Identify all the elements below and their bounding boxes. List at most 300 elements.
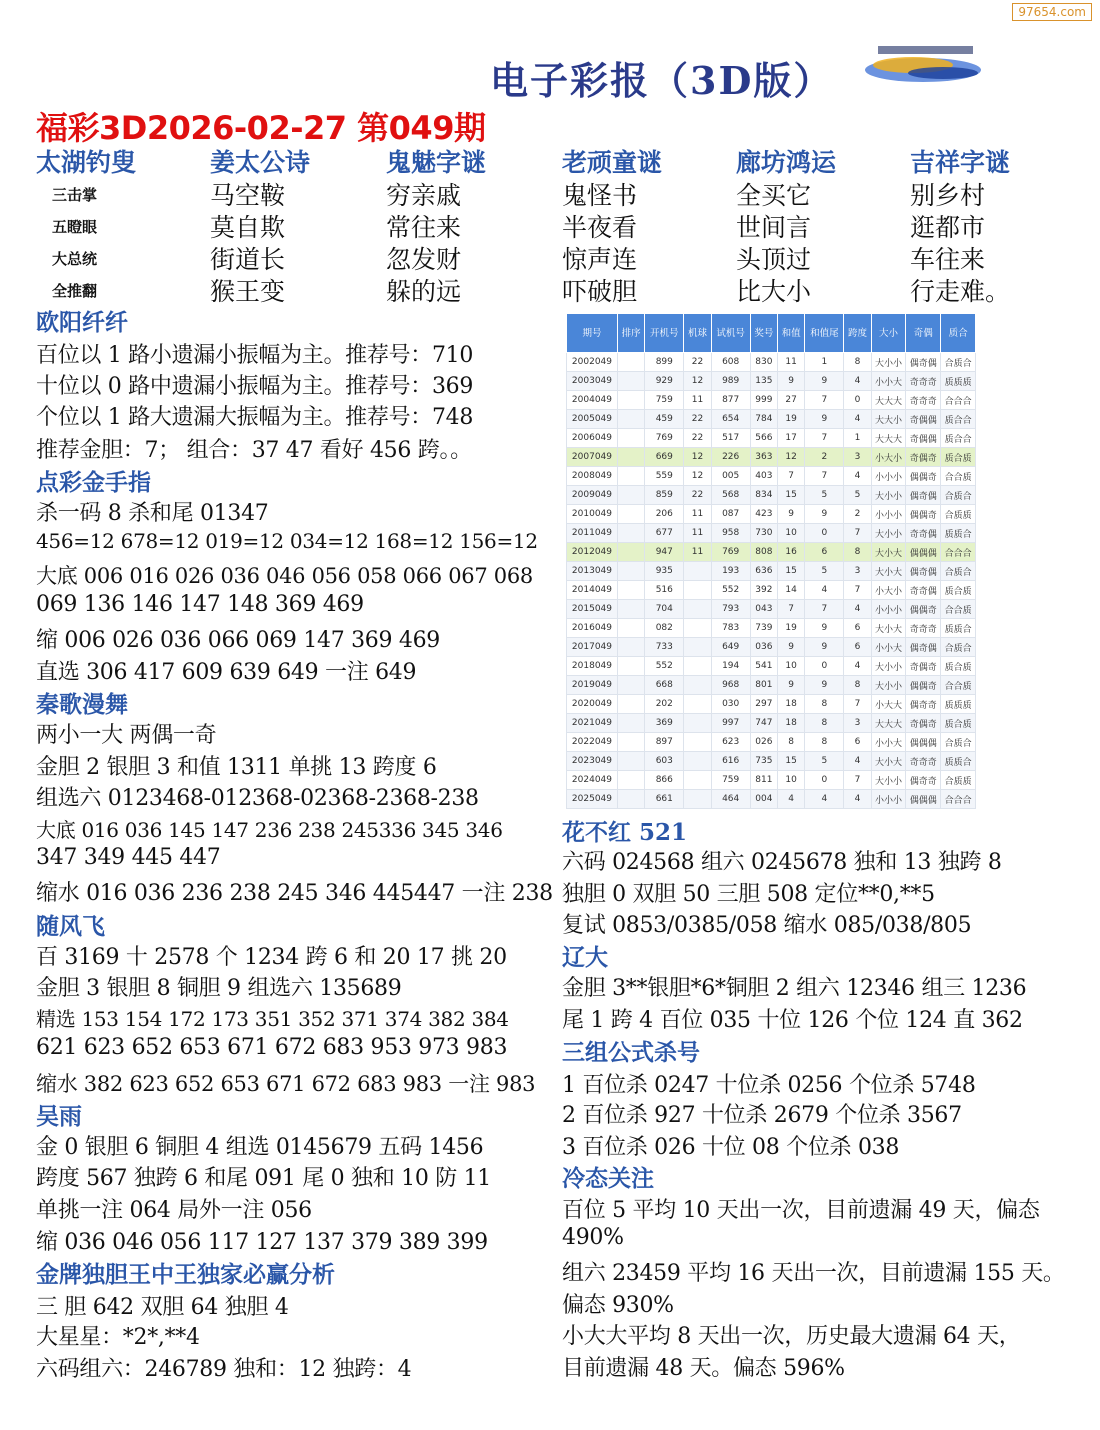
section-title: 欧阳纤纤 [36,309,128,336]
table-cell [617,353,644,372]
table-cell: 大大大 [871,714,906,733]
table-cell: 4 [844,657,871,676]
table-cell [617,790,644,809]
table-cell: 合合合 [941,790,976,809]
table-cell: 2022049 [567,733,618,752]
table-cell: 质质合 [941,752,976,771]
table-cell [684,676,711,695]
table-cell: 9 [805,619,844,638]
table-cell: 4 [844,600,871,619]
table-cell: 704 [645,600,684,619]
table-cell: 552 [645,657,684,676]
table-cell: 奇偶奇 [906,448,941,467]
table-cell: 7 [844,581,871,600]
table-cell: 质质合 [941,619,976,638]
column-title: 吉祥字谜 [910,148,1011,177]
table-cell: 087 [711,505,750,524]
table-row [567,448,976,467]
table-cell: 2005049 [567,410,618,429]
table-cell: 合合合 [941,543,976,562]
table-cell: 2010049 [567,505,618,524]
table-cell: 质质质 [941,372,976,391]
table-cell: 合合质 [941,467,976,486]
table-cell [617,505,644,524]
section-line: 目前遗漏 48 天。偏态 596% [562,1356,845,1381]
table-cell: 8 [778,733,805,752]
riddle-column [736,146,836,308]
table-cell: 合质质 [941,505,976,524]
section-line: 大底 016 036 145 147 236 238 245336 345 346 [36,818,503,842]
table-cell: 合质合 [941,486,976,505]
table-row [567,429,976,448]
column-row: 半夜看 [562,213,638,242]
table-cell: 929 [645,372,684,391]
table-cell: 偶偶奇 [906,600,941,619]
table-cell: 769 [645,429,684,448]
table-cell: 奇奇偶 [906,524,941,543]
table-cell [684,733,711,752]
table-cell [617,524,644,543]
table-cell: 568 [711,486,750,505]
table-row [567,790,976,809]
table-cell: 4 [778,790,805,809]
table-cell: 3 [844,714,871,733]
issue-title: 福彩3D2026-02-27 第049期 [36,109,486,147]
table-cell: 偶偶偶 [906,733,941,752]
column-row: 大总统 [52,250,98,268]
table-cell: 5 [805,486,844,505]
table-cell: 616 [711,752,750,771]
table-cell: 奇奇偶 [906,581,941,600]
table-cell: 15 [778,486,805,505]
col-header: 质合 [941,314,976,353]
table-cell [617,752,644,771]
table-cell: 669 [645,448,684,467]
table-cell: 15 [778,752,805,771]
table-cell: 奇偶奇 [906,714,941,733]
table-cell: 661 [645,790,684,809]
table-cell: 623 [711,733,750,752]
table-cell: 677 [645,524,684,543]
section-line: 小大大平均 8 天出一次，历史最大遗漏 64 天， [562,1324,1021,1349]
table-cell: 8 [844,353,871,372]
section-line: 组选六 0123468-012368-02368-2368-238 [36,786,479,811]
table-cell: 大小小 [871,486,906,505]
table-cell [684,581,711,600]
table-cell: 奇奇奇 [906,391,941,410]
col-header: 机球 [684,314,711,353]
table-cell [617,695,644,714]
section-line: 1 百位杀 0247 十位杀 0256 个位杀 5748 [562,1073,976,1098]
table-cell: 奇奇奇 [906,619,941,638]
table-cell: 036 [750,638,777,657]
column-row: 惊声连 [562,245,638,274]
column-row: 车往来 [910,245,986,274]
section-line: 大底 006 016 026 036 046 056 058 066 067 068 [36,564,533,588]
column-row: 猴王变 [210,277,286,306]
table-cell: 9 [805,676,844,695]
section-line: 六码组六：246789 独和：12 独跨：4 [36,1357,412,1382]
table-cell: 5 [805,752,844,771]
section-line: 缩水 016 036 236 238 245 346 445447 一注 238 [36,881,553,906]
table-cell [684,790,711,809]
col-header: 和值尾 [805,314,844,353]
table-cell: 15 [778,562,805,581]
section-title: 点彩金手指 [36,469,151,496]
table-row [567,638,976,657]
table-cell: 2025049 [567,790,618,809]
table-cell: 12 [684,467,711,486]
col-header: 奖号 [750,314,777,353]
table-cell: 22 [684,410,711,429]
table-cell: 19 [778,410,805,429]
table-cell [684,695,711,714]
table-cell: 11 [778,353,805,372]
riddle-column [210,146,310,308]
table-cell: 649 [711,638,750,657]
table-cell [684,619,711,638]
table-cell: 9 [805,410,844,429]
column-row: 吓破胆 [562,277,638,306]
col-header[interactable]: 排序 [617,314,644,353]
table-cell: 2019049 [567,676,618,695]
table-cell: 859 [645,486,684,505]
table-row [567,410,976,429]
col-header: 开机号 [645,314,684,353]
table-cell [617,410,644,429]
table-cell: 12 [684,448,711,467]
table-cell: 偶偶偶 [906,790,941,809]
table-row [567,771,976,790]
section-line: 精选 153 154 172 173 351 352 371 374 382 384 [36,1007,509,1031]
column-row: 行走难。 [910,277,1011,306]
table-cell: 552 [711,581,750,600]
table-cell: 小大小 [871,448,906,467]
section-line: 金胆 3**银胆*6*铜胆 2 组六 12346 组三 1236 [562,976,1027,1001]
table-cell: 11 [684,524,711,543]
table-cell [617,486,644,505]
table-cell: 897 [645,733,684,752]
table-row [567,543,976,562]
section-line: 尾 1 跨 4 百位 035 十位 126 个位 124 直 362 [562,1008,1023,1033]
table-cell: 奇偶偶 [906,410,941,429]
table-cell: 7 [805,467,844,486]
table-cell [617,771,644,790]
table-cell: 3 [844,562,871,581]
column-row: 比大小 [736,277,812,306]
table-cell: 质合质 [941,657,976,676]
table-cell: 奇偶奇 [906,657,941,676]
column-title: 鬼魅字谜 [386,148,487,177]
table-cell: 9 [778,372,805,391]
table-cell: 733 [645,638,684,657]
table-cell: 大小大 [871,619,906,638]
table-cell: 935 [645,562,684,581]
table-cell: 759 [645,391,684,410]
table-row [567,657,976,676]
table-cell: 小大大 [871,695,906,714]
column-title: 姜太公诗 [210,148,311,177]
column-row: 穷亲戚 [386,181,462,210]
table-cell [617,391,644,410]
table-cell: 668 [645,676,684,695]
table-cell [617,429,644,448]
table-cell: 403 [750,467,777,486]
column-title: 老顽童谜 [562,148,663,177]
table-row [567,733,976,752]
table-row [567,752,976,771]
table-cell: 19 [778,619,805,638]
table-cell: 2014049 [567,581,618,600]
table-cell [617,638,644,657]
table-cell: 大小小 [871,524,906,543]
section-line: 金胆 3 银胆 8 铜胆 9 组选六 135689 [36,976,402,1001]
table-cell: 958 [711,524,750,543]
table-cell: 004 [750,790,777,809]
table-cell: 7 [778,467,805,486]
table-cell: 005 [711,467,750,486]
table-row [567,695,976,714]
section-line: 偏态 930% [562,1293,674,1318]
table-cell: 989 [711,372,750,391]
table-cell: 866 [645,771,684,790]
section-line: 缩 036 046 056 117 127 137 379 389 399 [36,1230,488,1255]
table-cell: 18 [778,695,805,714]
table-cell: 小小大 [871,638,906,657]
site-badge[interactable]: 97654.com [1012,3,1092,21]
section-title: 秦歌漫舞 [36,691,128,718]
table-cell: 4 [805,581,844,600]
table-cell: 4 [844,790,871,809]
table-cell: 合质合 [941,733,976,752]
table-cell: 464 [711,790,750,809]
col-header: 大小 [871,314,906,353]
table-cell [617,543,644,562]
section-line: 组六 23459 平均 16 天出一次，目前遗漏 155 天。 [562,1261,1065,1286]
table-cell: 0 [805,771,844,790]
table-cell: 2004049 [567,391,618,410]
col-header: 跨度 [844,314,871,353]
table-cell: 4 [805,790,844,809]
section-title: 辽大 [562,944,608,971]
table-cell: 030 [711,695,750,714]
table-cell: 997 [711,714,750,733]
table-cell: 2021049 [567,714,618,733]
section-line: 347 349 445 447 [36,845,221,870]
table-cell: 7 [805,600,844,619]
table-cell: 大大大 [871,429,906,448]
table-cell: 2006049 [567,429,618,448]
table-cell [617,562,644,581]
table-cell: 2017049 [567,638,618,657]
table-cell: 小小小 [871,467,906,486]
table-cell: 2011049 [567,524,618,543]
table-cell [684,657,711,676]
table-row [567,372,976,391]
table-cell: 偶奇偶 [906,562,941,581]
table-cell: 735 [750,752,777,771]
table-cell: 636 [750,562,777,581]
section-title: 金牌独胆王中王独家必赢分析 [36,1261,335,1288]
col-header: 和值 [778,314,805,353]
table-cell: 206 [645,505,684,524]
table-header-row [567,314,976,353]
table-cell: 392 [750,581,777,600]
col-header: 奇偶 [906,314,941,353]
table-cell: 质质质 [941,695,976,714]
table-cell [617,448,644,467]
section-line: 490% [562,1225,624,1250]
table-cell: 质质合 [941,524,976,543]
table-cell: 0 [805,657,844,676]
table-cell: 877 [711,391,750,410]
column-row: 别乡村 [910,181,986,210]
table-cell: 1 [844,429,871,448]
table-cell: 大小大 [871,562,906,581]
table-cell: 423 [750,505,777,524]
table-cell: 297 [750,695,777,714]
table-cell [684,714,711,733]
table-cell: 偶奇偶 [906,353,941,372]
table-cell: 17 [778,429,805,448]
section-line: 069 136 146 147 148 369 469 [36,592,364,617]
table-cell: 747 [750,714,777,733]
column-row: 逛都市 [910,213,986,242]
table-cell: 质合质 [941,448,976,467]
table-cell [617,714,644,733]
table-row [567,676,976,695]
section-title: 随风飞 [36,913,105,940]
section-line: 两小一大 两偶一奇 [36,723,217,748]
section-line: 缩 006 026 036 066 069 147 369 469 [36,628,440,653]
section-line: 621 623 652 653 671 672 683 953 973 983 [36,1035,508,1060]
table-cell: 16 [778,543,805,562]
table-row [567,524,976,543]
table-cell: 合质合 [941,562,976,581]
table-cell: 小小小 [871,505,906,524]
table-cell: 偶奇奇 [906,695,941,714]
section-line: 456=12 678=12 019=12 034=12 168=12 156=12 [36,529,538,553]
column-row: 鬼怪书 [562,181,638,210]
table-cell: 奇奇奇 [906,752,941,771]
table-cell: 784 [750,410,777,429]
table-cell: 9 [805,505,844,524]
section-line: 独胆 0 双胆 50 三胆 508 定位**0,**5 [562,882,935,907]
col-header: 试机号 [711,314,750,353]
table-body [567,353,976,809]
section-line: 跨度 567 独跨 6 和尾 091 尾 0 独和 10 防 11 [36,1166,491,1191]
logo-image [858,40,988,90]
col-header: 期号 [567,314,618,353]
table-cell: 合合质 [941,600,976,619]
table-cell: 2009049 [567,486,618,505]
table-cell: 2 [844,505,871,524]
table-cell: 5 [805,562,844,581]
table-cell: 363 [750,448,777,467]
table-cell: 4 [844,467,871,486]
table-cell: 541 [750,657,777,676]
table-cell: 9 [778,676,805,695]
table-cell: 369 [645,714,684,733]
table-cell: 811 [750,771,777,790]
table-cell: 2013049 [567,562,618,581]
section-line: 直选 306 417 609 639 649 一注 649 [36,660,417,685]
table-cell [684,638,711,657]
table-cell: 大小小 [871,771,906,790]
column-row: 常往来 [386,213,462,242]
table-cell: 226 [711,448,750,467]
section-title: 吴雨 [36,1103,82,1130]
table-cell [617,600,644,619]
section-line: 金 0 银胆 6 铜胆 4 组选 0145679 五码 1456 [36,1135,484,1160]
column-row: 马空鞍 [210,181,286,210]
table-cell: 14 [778,581,805,600]
table-cell: 9 [805,372,844,391]
table-cell: 6 [805,543,844,562]
table-cell: 合合合 [941,391,976,410]
section-line: 推荐金胆：7； 组合：37 47 看好 456 跨。。 [36,438,472,463]
table-cell: 459 [645,410,684,429]
riddle-column [562,146,662,308]
table-cell: 22 [684,486,711,505]
table-cell [617,581,644,600]
table-cell: 830 [750,353,777,372]
table-cell: 质合质 [941,581,976,600]
table-cell: 9 [778,638,805,657]
table-cell: 8 [805,695,844,714]
table-cell: 7 [844,524,871,543]
table-cell: 偶偶奇 [906,467,941,486]
riddle-column [36,146,136,308]
table-cell: 947 [645,543,684,562]
section-line: 金胆 2 银胆 3 和值 1311 单挑 13 跨度 6 [36,755,437,780]
table-cell: 10 [778,771,805,790]
table-row [567,619,976,638]
table-cell: 135 [750,372,777,391]
table-cell [617,733,644,752]
column-row: 莫自欺 [210,213,286,242]
table-cell [684,752,711,771]
table-row [567,505,976,524]
table-cell: 202 [645,695,684,714]
table-cell [617,676,644,695]
table-cell: 834 [750,486,777,505]
table-cell: 18 [778,714,805,733]
table-cell: 2016049 [567,619,618,638]
table-cell: 12 [778,448,805,467]
table-cell: 608 [711,353,750,372]
column-row: 全推翻 [52,282,98,300]
table-cell: 793 [711,600,750,619]
section-line: 十位以 0 路中遗漏小振幅为主。推荐号：369 [36,374,474,399]
table-cell: 2002049 [567,353,618,372]
table-cell: 5 [844,486,871,505]
table-cell: 大小小 [871,353,906,372]
table-cell: 730 [750,524,777,543]
section-line: 三 胆 642 双胆 64 独胆 4 [36,1295,289,1320]
history-table [566,313,976,811]
table-cell: 566 [750,429,777,448]
table-cell: 801 [750,676,777,695]
table-cell: 4 [844,410,871,429]
table-cell: 2018049 [567,657,618,676]
table-cell: 759 [711,771,750,790]
section-line: 单挑一注 064 局外一注 056 [36,1198,312,1223]
table-cell: 奇偶偶 [906,429,941,448]
table-cell: 合质合 [941,638,976,657]
table-cell: 小小大 [871,372,906,391]
column-row: 躲的远 [386,277,462,306]
